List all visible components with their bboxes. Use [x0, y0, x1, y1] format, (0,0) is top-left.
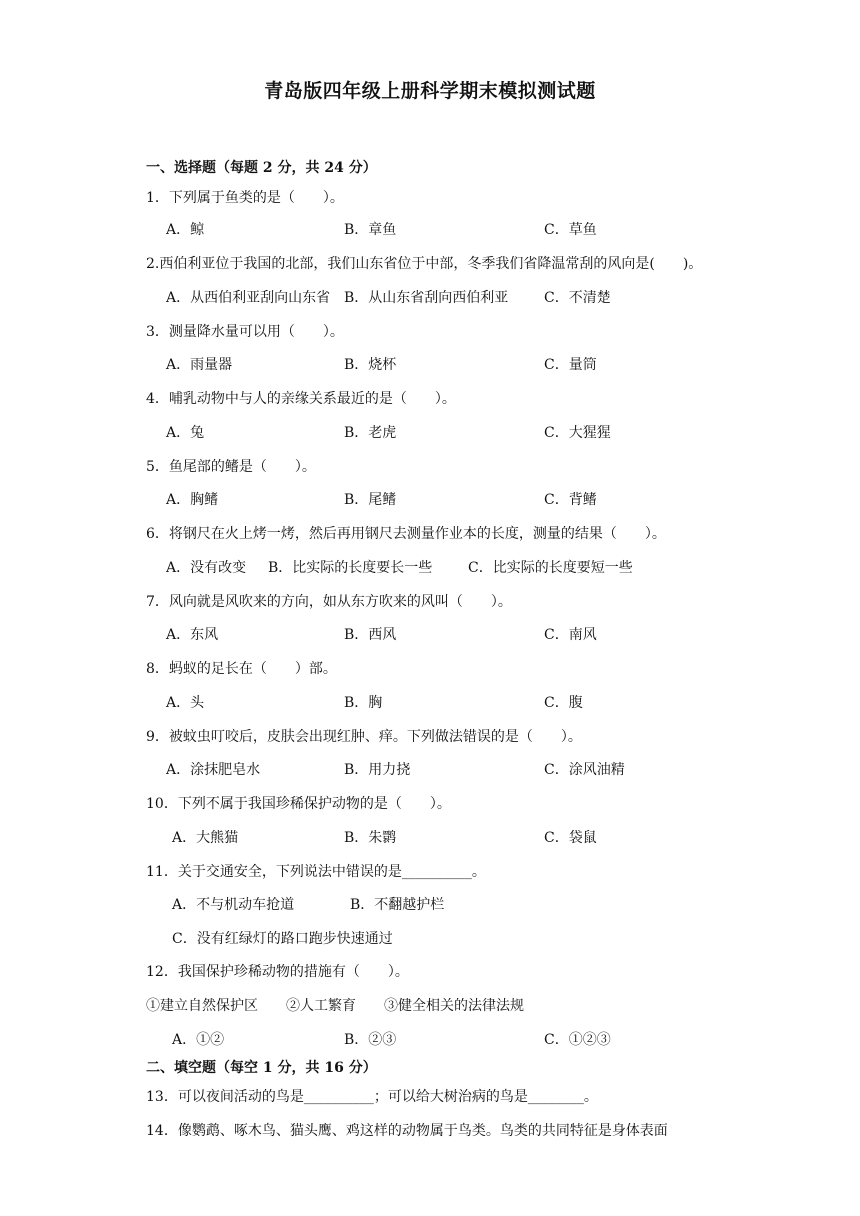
question-9: 9．被蚊虫叮咬后，皮肤会出现红肿、痒。下列做法错误的是（ ）。 [146, 729, 582, 745]
question-4: 4．哺乳动物中与人的亲缘关系最近的是（ ）。 [146, 391, 456, 407]
q11-option-b: B．不翻越护栏 [350, 897, 445, 913]
question-11: 11．关于交通安全，下列说法中错误的是__________。 [146, 864, 486, 880]
q9-option-a: A．涂抹肥皂水 [166, 762, 261, 778]
q1-option-c: C．草鱼 [544, 222, 597, 238]
q3-option-c: C．量筒 [544, 357, 597, 373]
question-12: 12．我国保护珍稀动物的措施有（ ）。 [146, 964, 409, 980]
q8-option-c: C．腹 [544, 695, 583, 711]
question-2: 2.西伯利亚位于我国的北部，我们山东省位于中部，冬季我们省降温常刮的风向是( )。 [146, 256, 703, 272]
question-1: 1．下列属于鱼类的是（ ）。 [146, 190, 344, 206]
q8-option-a: A．头 [166, 695, 205, 711]
q12-option-b: B．②③ [344, 1032, 397, 1048]
section-heading-fill: 二、填空题（每空 1 分，共 16 分） [146, 1060, 377, 1076]
question-5: 5．鱼尾部的鳍是（ ）。 [146, 459, 316, 475]
question-8: 8．蚂蚁的足长在（ ）部。 [146, 661, 337, 677]
q12-statement-list: ①建立自然保护区 ②人工繁育 ③健全相关的法律法规 [146, 998, 524, 1014]
q9-option-b: B．用力挠 [344, 762, 411, 778]
q4-option-c: C．大猩猩 [544, 425, 611, 441]
q1-option-a: A．鲸 [166, 222, 205, 238]
q2-option-a: A．从西伯利亚刮向山东省 [166, 290, 331, 306]
q6-option-c: C．比实际的长度要短一些 [468, 560, 633, 576]
q4-option-a: A．兔 [166, 425, 205, 441]
q10-option-c: C．袋鼠 [544, 830, 597, 846]
section-heading-choice: 一、选择题（每题 2 分，共 24 分） [146, 160, 377, 176]
q5-option-b: B．尾鳍 [344, 492, 397, 508]
q6-option-a: A．没有改变 [166, 560, 247, 576]
q6-option-b: B．比实际的长度要长一些 [268, 560, 433, 576]
q7-option-b: B．西风 [344, 627, 397, 643]
q10-option-a: A．大熊猫 [172, 830, 239, 846]
page-title: 青岛版四年级上册科学期末模拟测试题 [264, 80, 596, 102]
question-7: 7．风向就是风吹来的方向，如从东方吹来的风叫（ ）。 [146, 594, 512, 610]
question-6: 6．将钢尺在火上烤一烤，然后再用钢尺去测量作业本的长度，测量的结果（ ）。 [146, 526, 666, 542]
question-13: 13．可以夜间活动的鸟是__________；可以给大树治病的鸟是________。 [146, 1089, 598, 1105]
q12-option-a: A．①② [172, 1032, 225, 1048]
q3-option-b: B．烧杯 [344, 357, 397, 373]
q9-option-c: C．涂风油精 [544, 762, 625, 778]
q5-option-c: C．背鳍 [544, 492, 597, 508]
q3-option-a: A．雨量器 [166, 357, 233, 373]
question-10: 10．下列不属于我国珍稀保护动物的是（ ）。 [146, 796, 451, 812]
q11-option-c: C．没有红绿灯的路口跑步快速通过 [172, 931, 393, 947]
q11-option-a: A．不与机动车抢道 [172, 897, 295, 913]
q2-option-b: B．从山东省刮向西伯利亚 [344, 290, 509, 306]
q8-option-b: B．胸 [344, 695, 383, 711]
q1-option-b: B．章鱼 [344, 222, 397, 238]
q4-option-b: B．老虎 [344, 425, 397, 441]
q5-option-a: A．胸鳍 [166, 492, 219, 508]
q2-option-c: C．不清楚 [544, 290, 611, 306]
q7-option-a: A．东风 [166, 627, 219, 643]
q10-option-b: B．朱鹮 [344, 830, 397, 846]
question-3: 3．测量降水量可以用（ ）。 [146, 324, 344, 340]
question-14: 14．像鹦鹉、啄木鸟、猫头鹰、鸡这样的动物属于鸟类。鸟类的共同特征是身体表面 [146, 1123, 668, 1139]
q7-option-c: C．南风 [544, 627, 597, 643]
q12-option-c: C．①②③ [544, 1032, 611, 1048]
